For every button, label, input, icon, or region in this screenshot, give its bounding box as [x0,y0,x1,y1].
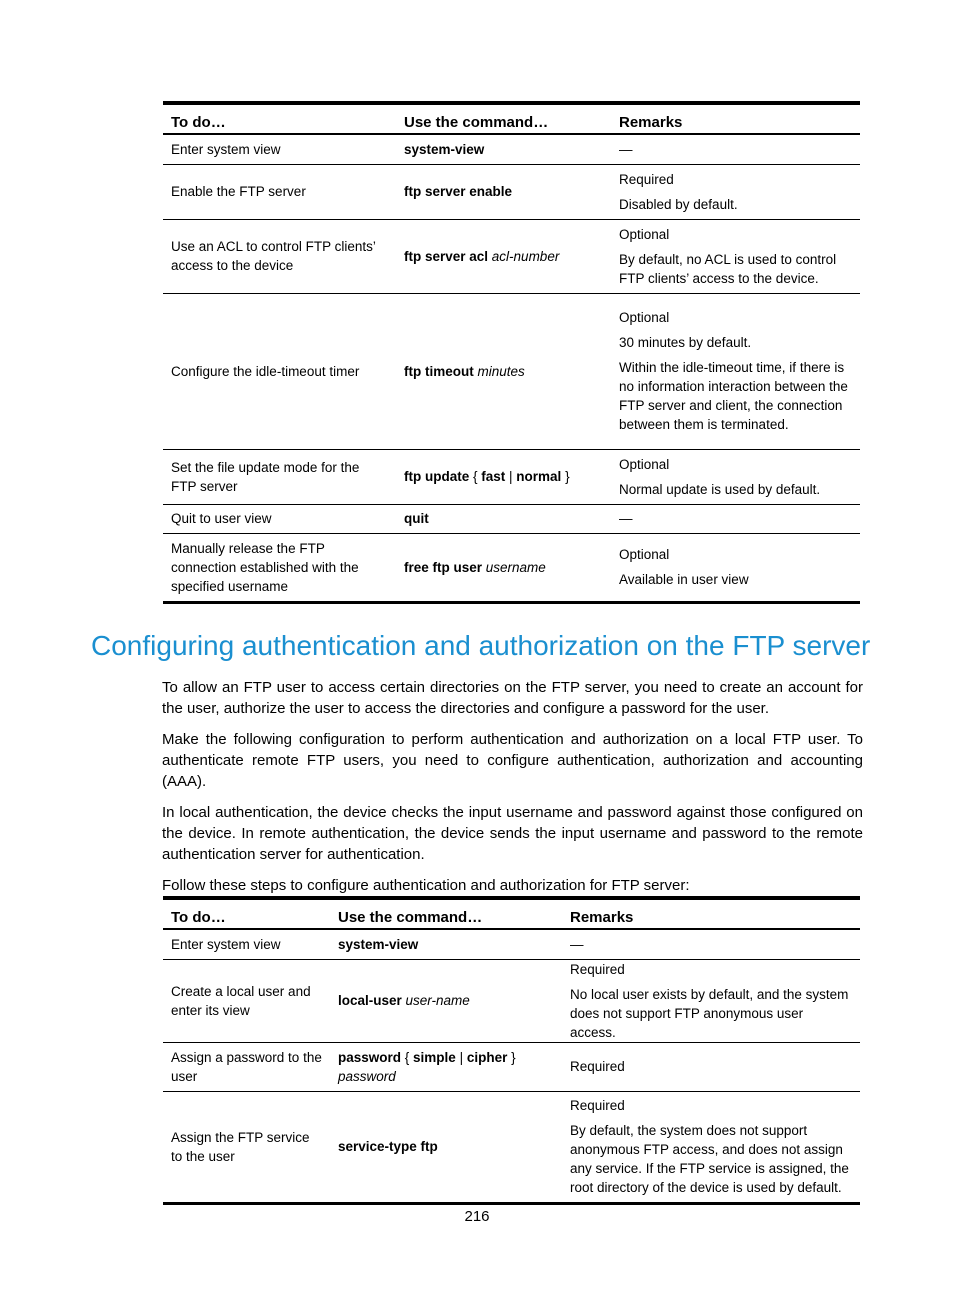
remarks-cell [611,504,860,533]
command-cell [396,533,611,602]
command-token: system-view [404,141,485,157]
remark-line: Optional [619,310,670,325]
command-token: | [455,1049,467,1065]
remarks-cell [611,533,860,602]
todo-cell: Enter system view [171,141,281,157]
remark-line: — [619,141,633,157]
command-token: password [338,1049,402,1065]
command-cell [396,449,611,504]
todo-cell: Manually release the FTP connection established with the specified username [171,540,359,594]
remarks-cell [562,1042,860,1091]
remark-line: Required [570,961,625,977]
todo-cell: Create a local user and enter its view [171,983,311,1018]
table-row [163,504,860,533]
remark-line: Required [570,1098,625,1113]
remark-line: Within the idle-timeout time, if there is no information interaction between the FTP server and client, the connection between them is terminated. [619,360,848,432]
remark-line: Required [570,1059,625,1074]
ftp-auth-config-table [163,896,860,1205]
command-cell [330,959,562,1042]
command-token: simple [413,1049,456,1065]
command-token: } [507,1049,516,1065]
page-number: 216 [464,1208,490,1225]
command-cell [396,134,611,164]
paragraph: Make the following configuration to perform authentication and authorization on a local FTP user. To authenticate remote FTP users, you need to configure authentication, authorization and accounting (AAA). [162,731,863,790]
remark-line: — [619,511,633,526]
header-command: Use the command… [404,114,549,131]
command-token: cipher [466,1049,508,1065]
paragraph: In local authentication, the device checks the input username and password against those configured on the device. In remote authentication, the device sends the input username and password to the remote authentication server for authentication. [162,804,863,863]
header-remarks: Remarks [570,909,634,926]
remarks-cell [611,449,860,504]
table-row [163,533,860,602]
command-token: normal [516,469,562,484]
remark-line: Normal update is used by default. [619,481,821,497]
remarks-cell [611,219,860,293]
command-token: password [338,1068,396,1084]
section-heading: Configuring authentication and authorization on the FTP server [91,630,871,661]
command-token: { [401,1049,414,1065]
table-row [163,929,860,959]
table-row [163,219,860,293]
table-row [163,1042,860,1091]
command-cell [330,1091,562,1203]
ftp-server-config-table [163,101,860,604]
header-remarks: Remarks [619,114,683,131]
header-todo: To do… [171,114,226,131]
remark-line: By default, no ACL is used to control FTP clients’ access to the device. [619,251,837,286]
remark-line: — [570,936,584,952]
remark-line: Optional [619,547,670,562]
command-cell [396,504,611,533]
header-command: Use the command… [338,909,483,926]
todo-cell: Quit to user view [171,511,272,526]
command-token: ftp server acl [404,248,492,264]
todo-cell: Enter system view [171,936,281,952]
remark-line: Optional [619,456,670,472]
table-row [163,164,860,219]
command-token: user-name [405,993,470,1008]
todo-cell: Configure the idle-timeout timer [171,363,360,379]
paragraph: Follow these steps to configure authentication and authorization for FTP server: [162,877,690,894]
command-cell [396,293,611,449]
command-token: service-type ftp [338,1139,438,1154]
remarks-cell [611,164,860,219]
remarks-cell [611,134,860,164]
command-token: fast [481,469,506,484]
todo-cell: Set the file update mode for the FTP server [171,459,360,494]
remarks-cell [562,1091,860,1203]
todo-cell: Enable the FTP server [171,184,306,199]
table-header-row [163,898,860,929]
remark-line: Available in user view [619,572,749,587]
table-row [163,293,860,449]
todo-cell: Use an ACL to control FTP clients’ access to the device [171,239,376,273]
command-token: system-view [338,936,419,952]
table-row [163,449,860,504]
todo-cell: Assign the FTP service to the user [171,1129,310,1164]
command-cell [396,164,611,219]
remark-line: 30 minutes by default. [619,335,752,350]
remark-line: Required [619,171,674,187]
command-token: | [505,469,517,484]
command-cell [396,219,611,293]
remark-line: Disabled by default. [619,196,738,212]
command-token: ftp timeout [404,363,478,379]
remark-line: Optional [619,226,670,242]
table-row [163,959,860,1042]
command-cell [330,929,562,959]
command-cell [330,1042,562,1091]
remarks-cell [562,929,860,959]
remarks-cell [562,959,860,1042]
command-token: minutes [477,363,525,379]
command-token: acl-number [491,248,560,264]
command-token: } [561,469,570,484]
table-row [163,134,860,164]
command-token: quit [404,511,429,526]
header-todo: To do… [171,909,226,926]
command-token: local-user [338,993,406,1008]
remarks-cell [611,293,860,449]
command-token: free ftp user [404,559,486,575]
command-token: { [469,469,482,484]
remark-line: By default, the system does not support anonymous FTP access, and does not assign any service. If the FTP service is assigned, the root directory of the device is used by default. [570,1123,849,1195]
remark-line: No local user exists by default, and the system does not support FTP anonymous user access. [570,986,849,1040]
table-header-row [163,103,860,134]
command-token: ftp server enable [404,184,513,199]
table-row [163,1091,860,1203]
command-token: username [485,559,546,575]
command-token: ftp update [404,469,470,484]
paragraph: To allow an FTP user to access certain directories on the FTP server, you need to create an account for the user, authorize the user to access the directories and configure a password for the user. [162,679,863,717]
todo-cell: Assign a password to the user [171,1049,322,1084]
